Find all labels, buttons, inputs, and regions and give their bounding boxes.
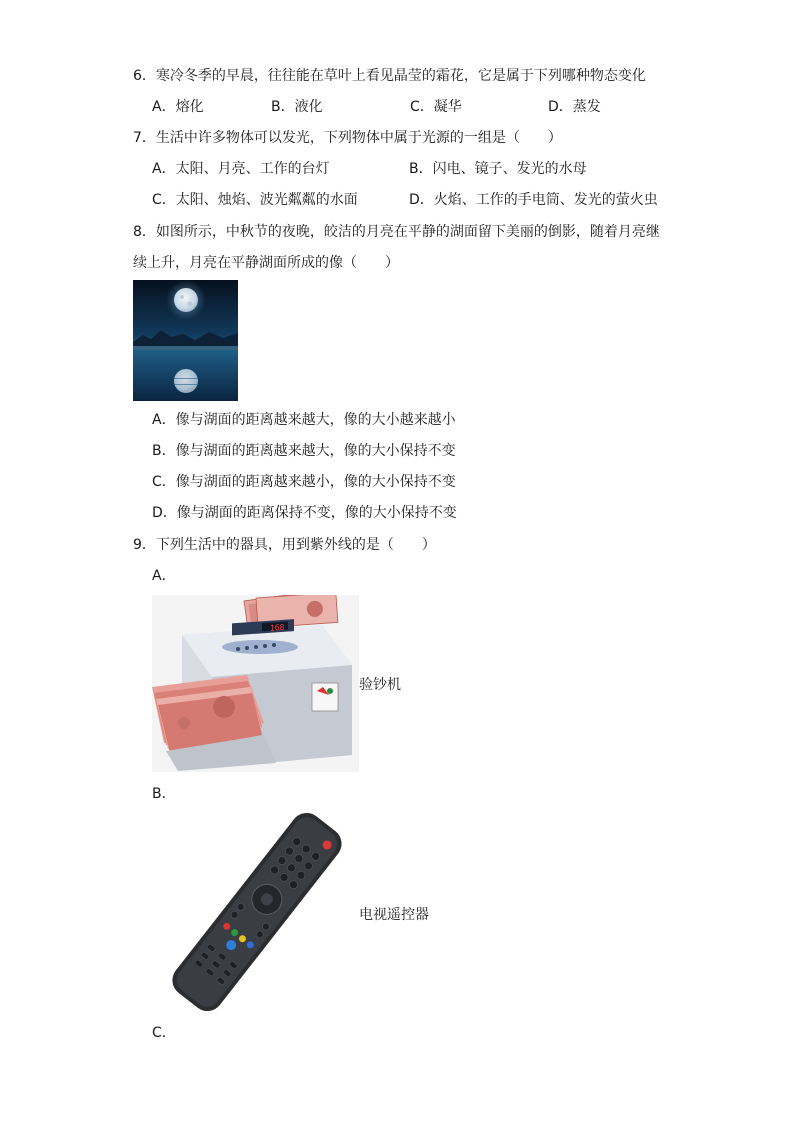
q8-option-c: C．像与湖面的距离越来越小，像的大小保持不变 xyxy=(152,474,456,490)
q8-option-a: A．像与湖面的距离越来越大，像的大小越来越小 xyxy=(152,412,456,428)
q8-option-d: D．像与湖面的距离保持不变，像的大小保持不变 xyxy=(152,505,457,521)
q7-stem: 7．生活中许多物体可以发光，下列物体中属于光源的一组是（ ） xyxy=(133,130,562,146)
q7-option-a: A．太阳、月亮、工作的台灯 xyxy=(152,161,330,177)
moon-lake-illustration xyxy=(133,280,238,401)
q9-option-a-label: A． xyxy=(152,568,176,584)
q8-stem-line2: 续上升，月亮在平静湖面所成的像（ ） xyxy=(133,255,399,271)
q9-stem: 9．下列生活中的器具，用到紫外线的是（ ） xyxy=(133,537,436,553)
tv-remote-image xyxy=(158,810,356,1015)
tv-remote-illustration xyxy=(158,810,356,1015)
q6-option-d: D．蒸发 xyxy=(548,99,601,115)
q9-option-a-caption: 验钞机 xyxy=(359,677,401,693)
q9-option-b-label: B． xyxy=(152,786,176,802)
q6-option-b: B．液化 xyxy=(271,99,323,115)
q6-option-a: A．熔化 xyxy=(152,99,204,115)
q9-option-c-label: C． xyxy=(152,1025,176,1041)
q6-stem: 6．寒冷冬季的早晨，往往能在草叶上看见晶莹的霜花，它是属于下列哪种物态变化 xyxy=(133,68,646,84)
money-counter-image xyxy=(152,595,359,772)
q7-option-b: B．闪电、镜子、发光的水母 xyxy=(409,161,587,177)
q6-option-c: C．凝华 xyxy=(410,99,462,115)
q7-option-c: C．太阳、烛焰、波光粼粼的水面 xyxy=(152,192,358,208)
q7-option-d: D．火焰、工作的手电筒、发光的萤火虫 xyxy=(409,192,658,208)
q8-option-b: B．像与湖面的距离越来越大，像的大小保持不变 xyxy=(152,443,456,459)
q9-option-b-caption: 电视遥控器 xyxy=(359,907,429,923)
moon-lake-image xyxy=(133,280,238,401)
money-counter-illustration xyxy=(152,595,359,772)
counter-display: 168 xyxy=(270,622,285,633)
q8-stem-line1: 8．如图所示，中秋节的夜晚，皎洁的月亮在平静的湖面留下美丽的倒影，随着月亮继 xyxy=(133,224,660,240)
